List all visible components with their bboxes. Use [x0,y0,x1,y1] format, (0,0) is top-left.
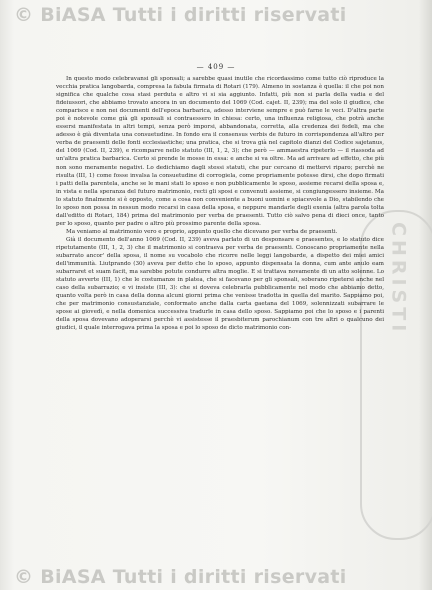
watermark-top: © BiASA Tutti i diritti riservati [14,4,347,26]
paragraph: Già il documento dell'anno 1069 (Cod. II, 239) aveva parlato di un desponsare e praesentes, e lo statuto dice ripetutamente (III, 1, 2, 3) che il matrimonio si contraeva per verba de praesenti. Conoscano propriamente nella subarrato ancor' della sposa, il nome su vocabolo che ricorre nelle leggi langobarde, a dispetto dei miei amici dell'immunità. Liutprando (30) aveva per detto che lo sposo, appunto dispensata la donna, cum ante anulo eam subarraret et suam facit, ma sarebbe potute condurre altra moglie. E si trattava novamente di un atto solenne. Lo statuto avverte (III, 1) che le costumanze in platea, che si facevano per gli sponsali, soberano ripetersi anche nel caso della subarrazio; e vi insiste (III, 3): che si doveva celebrarla pubblicamente nel modo che abbiamo detto, quanto volta però in casa della donna alcuni giorni prima che venisse tradotta in quella del marito. Sappiamo poi, che per matrimonio consustanziale, conformato anche dalla carta gaetana del 1069, solennizzati subarrare le spose ai giovedì, e nella domenica successiva tradurle in casa dello sposo. Sappiamo poi che lo sposo e i parenti della sposa dovevano adoperarsi perchè vi assistesse il praesbiterum parochianum con tre altri o qualcuno dei giudici, il quale interrogava prima la sposa e poi lo sposo de dicto matrimonio con- [56,236,384,332]
paragraph: In questo modo celebravansi gli sponsali; a sarebbe quasi inutile che ricordassimo come tutto ciò riproduce la vecchia pratica langobarda, compresa la fabula firmata di Rotari (179). Almeno in sostanza è quella: il che poi non significa che qualche cosa stasi perduta e altro vi si sia aggiunto. Infatti, più non si parla della vadia e del fideiussori, che abbiamo trovato ancora in un documento del 1069 (Cod. cajet. II, 239); ma del solo il giudice, che comparisce e non nei documenti dell'epoca barbarica, adesso interviene sempre e può farne le veci. D'altra parte poi è notevole come già gli sponsali si contraessero in chiesa: certo, una influenza religiosa, che potrà anche essersi manifestata in altri tempi, senza però imporsi, abbandonata, corretta, alla credenza dei fedeli, ma che adesso è già diventata una consuetudine. In fondo era il consensus verbis de futuro in corrispondenza all'altro per verba de praesenti delle fonti ecclesiastiche; una pratica, che si trova già nel capitolo dianzi del Codice sajetanus, del 1069 (Cod. II, 239), e ricomparve nello statuto (III, 1, 2, 3); che però — ammaestra ripeterlo — il riassoda ad un'altra pratica barbarica. Certo si prende le mosse in essa: e anche si va oltre. Ma ad arrivare ad effetto, che più non sono meramente negativi. Lo dedichiamo dagli stessi statuti, che pur cercano di mettervi riparo; perchè ne risulta (III, 1) come fosse invalsa la consuetudine di corrogiela, come propriamente potesse dirsi, che dopo firmati i patti della parentela, anche se le mani stati lo sposo e non pubblicamente le sposo, assieme recarsi della sposa e, in vista e nella speranza del futuro matrimonio, recti gli sposi e convenuti assieme, si congiungessero insieme. Ma lo statuto finalmente si è opposto, come a cosa non conveniente a buoni uomini e spiacevole a Dio, stabilendo che lo sposo non possa in nessun modo recarsi in casa della sposa, e neppure mandarle degli exenia (altra parola tolta dall'editto di Rotari, 184) prima del matrimonio per verba de praesenti. Tutto ciò salvo pena di dieci once, tanto per lo sposo, quanto per padre o altro più prossimo parente della sposa. [56,76,384,227]
watermark-bottom: © BiASA Tutti i diritti riservati [14,566,347,588]
paragraph: Ma veniamo al matrimonio vero e proprio, appunto quello che dicevano per verba de praesenti. [66,228,338,235]
body-text [56,75,384,333]
page-number: — 409 — [196,63,236,71]
stamp-text: CHRISTI [387,222,410,336]
